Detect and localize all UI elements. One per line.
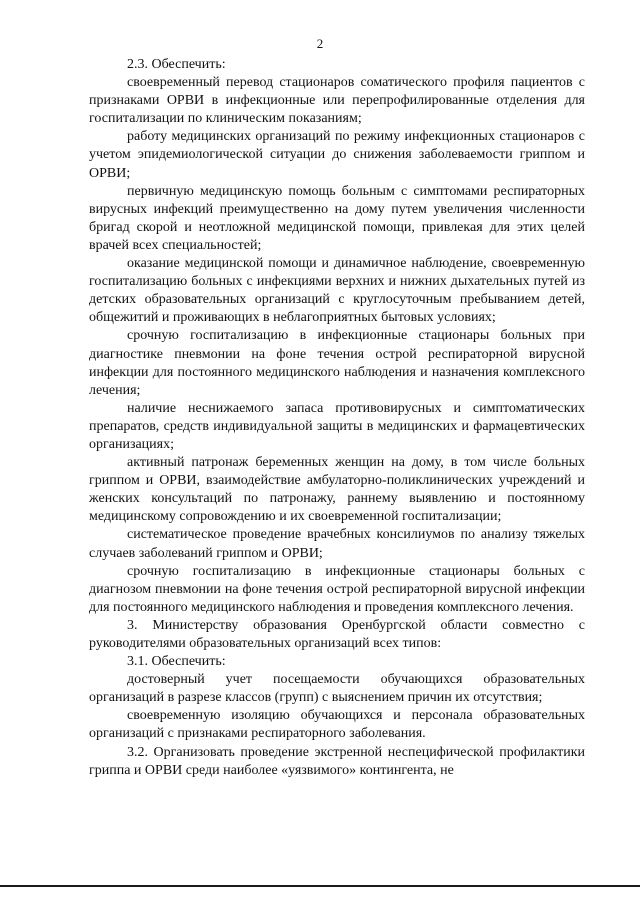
page-bottom-rule: [0, 885, 640, 887]
paragraph-3-1-heading: 3.1. Обеспечить:: [127, 654, 226, 670]
paragraph: достоверный учет посещаемости обучающихся образовательных организаций в разрезе классов (групп) с выяснением причин их отсутствия;: [89, 672, 585, 706]
paragraph: работу медицинских организаций по режиму инфекционных стационаров с учетом эпидемиологической ситуации до снижения заболеваемости гриппом и ОРВИ;: [89, 129, 585, 181]
paragraph: срочную госпитализацию в инфекционные стационары больных с диагнозом пневмонии на фоне течения острой респираторной вирусной инфекции для постоянного медицинского наблюдения и проведения комплексного лечения.: [89, 563, 585, 615]
paragraph: срочную госпитализацию в инфекционные стационары больных при диагностике пневмонии на фоне течения острой респираторной вирусной инфекции для постоянного медицинского наблюдения и назначения комплексного лечения;: [89, 328, 585, 398]
paragraph: наличие неснижаемого запаса противовирусных и симптоматических препаратов, средств индивидуальной защиты в медицинских и фармацевтических организациях;: [89, 400, 585, 452]
paragraph: активный патронаж беременных женщин на дому, в том числе больных гриппом и ОРВИ, взаимодействие амбулаторно-поликлинических учреждений и женских консультаций по патронажу, раннему выявлению и постоянному медицинскому сопровождению и их своевременной госпитализации;: [89, 455, 585, 525]
paragraph: своевременную изоляцию обучающихся и персонала образовательных организаций с признаками респираторного заболевания.: [89, 708, 585, 742]
page-number: 2: [316, 36, 324, 51]
document-body: [89, 56, 585, 780]
paragraph-3-2: 3.2. Организовать проведение экстренной неспецифической профилактики гриппа и ОРВИ среди наиболее «уязвимого» контингента, не: [89, 744, 585, 778]
paragraph: оказание медицинской помощи и динамичное наблюдение, своевременную госпитализацию больных с инфекциями верхних и нижних дыхательных путей из детских образовательных организаций с круглосуточным пребыванием детей, общежитий и проживающих в неблагоприятных бытовых условиях;: [89, 256, 585, 326]
paragraph-section-3: 3. Министерству образования Оренбургской области совместно с руководителями образовательных организаций всех типов:: [89, 617, 585, 651]
paragraph: систематическое проведение врачебных консилиумов по анализу тяжелых случаев заболеваний гриппом и ОРВИ;: [89, 527, 585, 561]
paragraph: первичную медицинскую помощь больным с симптомами респираторных вирусных инфекций преимущественно на дому путем увеличения численности бригад скорой и неотложной медицинской помощи, привлекая для этих целей врачей всех специальностей;: [89, 183, 585, 253]
paragraph: своевременный перевод стационаров соматического профиля пациентов с признаками ОРВИ в инфекционные или перепрофилированные отделения для госпитализации по клиническим показаниям;: [89, 75, 585, 127]
paragraph-2-3-heading: 2.3. Обеспечить:: [127, 57, 226, 72]
